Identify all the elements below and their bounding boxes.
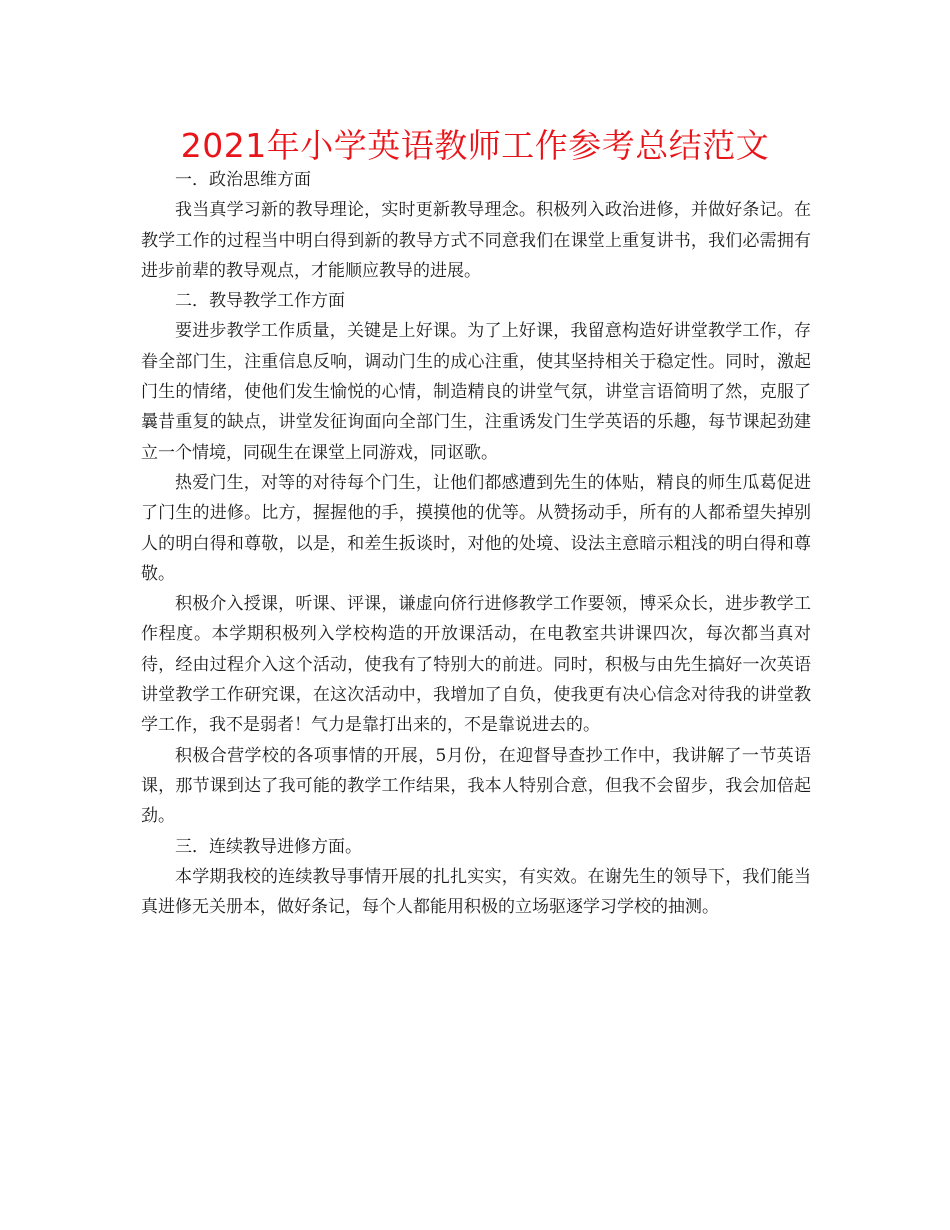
paragraph: 本学期我校的连续教导事情开展的扎扎实实，有实效。在谢先生的领导下，我们能当真进修无关册本，做好条记，每个人都能用积极的立场驱逐学习学校的抽测。 <box>141 866 811 918</box>
section-heading-continuing-education: 三．连续教导进修方面。 <box>175 836 362 857</box>
section-heading-politics: 一．政治思维方面 <box>175 170 311 190</box>
paragraph: 要进步教学工作质量，关键是上好课。为了上好课，我留意构造好讲堂教学工作，存眷全部门生，注重信息反响，调动门生的成心注重，使其坚持相关于稳定性。同时，激起门生的情绪，使他们发生愉悦的心情，制造精良的讲堂气氛，讲堂言语简明了然，克服了曩昔重复的缺点，讲堂发征询面向全部门生，注重诱发门生学英语的乐趣，每节课起劲建立一个情境，同砚生在课堂上同游戏，同讴歌。 <box>141 321 811 463</box>
paragraph: 积极合营学校的各项事情的开展，5月份，在迎督导查抄工作中，我讲解了一节英语课，那节课到达了我可能的教学工作结果，我本人特别合意，但我不会留步，我会加倍起劲。 <box>141 745 811 827</box>
paragraph: 热爱门生，对等的对待每个门生，让他们都感遭到先生的体贴，精良的师生瓜葛促进了门生的进修。比方，握握他的手，摸摸他的优等。从赞扬动手，所有的人都希望失掉别人的明白得和尊敬，以是，和差生扳谈时，对他的处境、设法主意暗示粗浅的明白得和尊敬。 <box>141 472 811 584</box>
paragraph: 积极介入授课，听课、评课，谦虚向侪行进修教学工作要领，博采众长，进步教学工作程度。本学期积极列入学校构造的开放课活动，在电教室共讲课四次，每次都当真对待，经由过程介入这个活动，使我有了特别大的前进。同时，积极与由先生搞好一次英语讲堂教学工作研究课，在这次活动中，我增加了自负，使我更有决心信念对待我的讲堂教学工作，我不是弱者！气力是靠打出来的，不是靠说进去的。 <box>141 594 811 736</box>
paragraph: 我当真学习新的教导理论，实时更新教导理念。积极列入政治进修，并做好条记。在教学工作的过程当中明白得到新的教导方式不同意我们在课堂上重复讲书，我们必需拥有进步前辈的教导观点，才能顺应教导的进展。 <box>141 200 811 281</box>
section-heading-teaching: 二．教导教学工作方面 <box>175 291 345 312</box>
document-title: 2021年小学英语教师工作参考总结范文 <box>180 126 770 165</box>
document-body <box>141 165 811 922</box>
